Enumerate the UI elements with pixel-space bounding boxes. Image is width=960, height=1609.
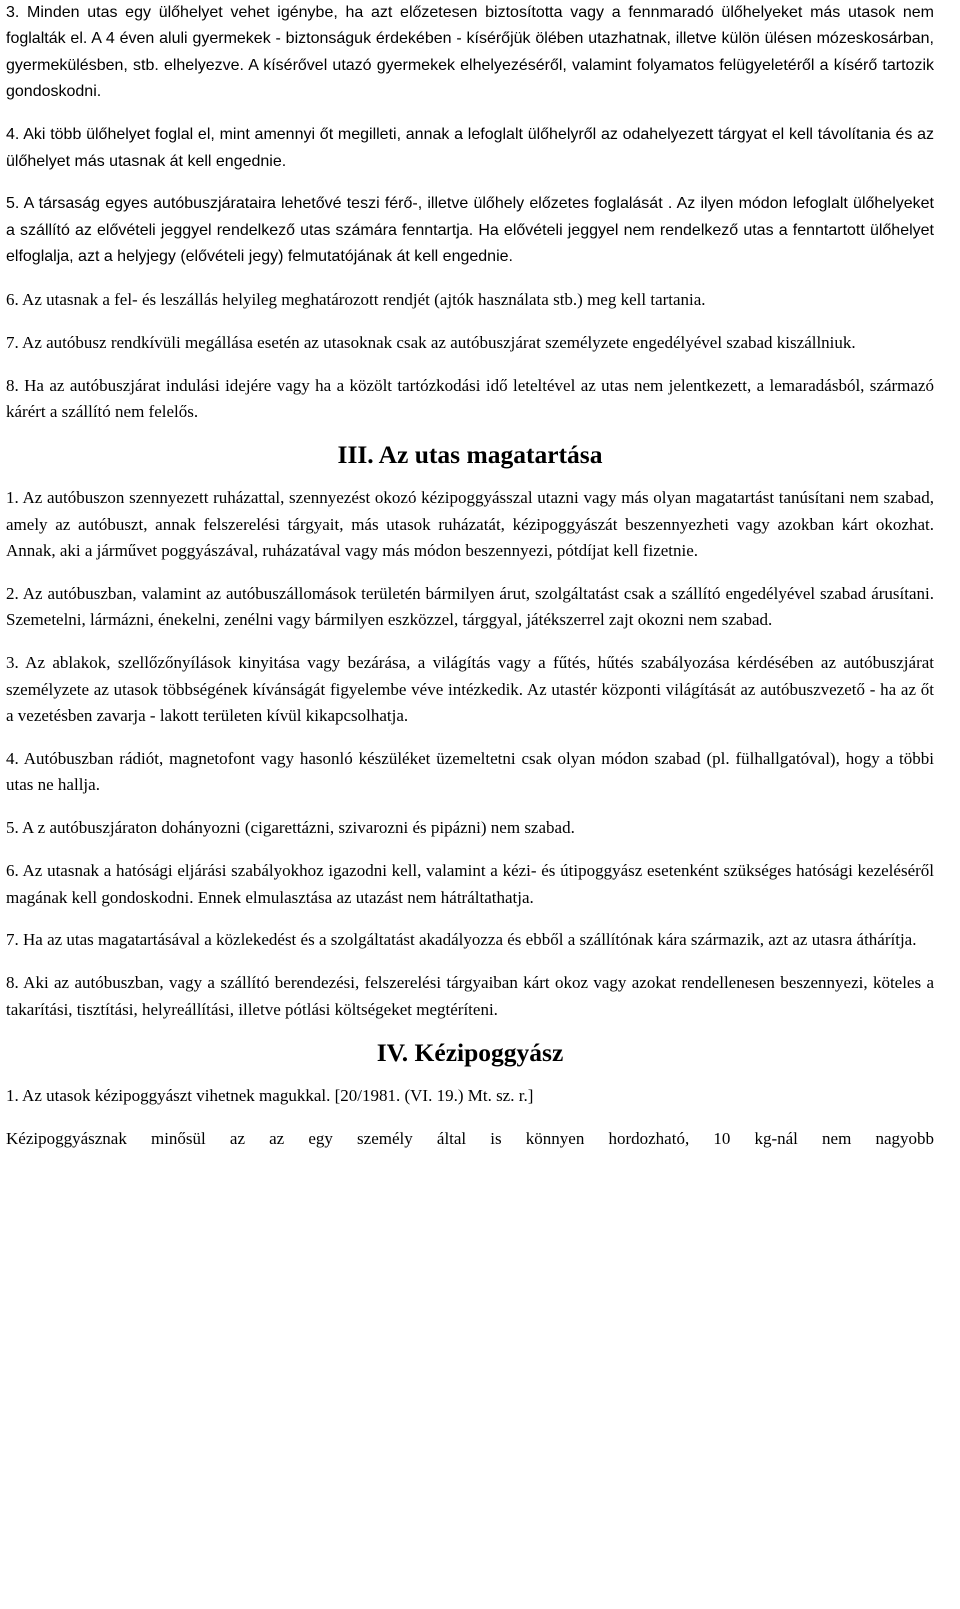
paragraph-iii-6: 6. Az utasnak a fel- és leszállás helyileg meghatározott rendjét (ajtók használata stb.) meg kell tartania. xyxy=(6,290,706,310)
paragraph-iii-5: 5. A társaság egyes autóbuszjárataira lehetővé teszi férő-, illetve ülőhely előzetes foglalását . Az ilyen módon lefoglalt ülőhelyeket a szállító az elővételi jeggyel rendelkező utas számára fenntartja. Ha elővételi jeggyel nem rendelkező utas a fenntartott ülőhelyet elfoglalja, azt a helyjegy (elővételi jegy) felmutatójának át kell engednie. xyxy=(6,195,934,266)
paragraph-iii-8: 8. Ha az autóbuszjárat indulási idejére vagy ha a közölt tartózkodási idő leteltével az utas nem jelentkezett, a lemaradásból, származó kárért a szállító nem felelős. xyxy=(6,375,934,422)
paragraph-iii-3: 3. Minden utas egy ülőhelyet vehet igénybe, ha azt előzetesen biztosította vagy a fennmaradó ülőhelyeket más utasok nem foglalták el. A 4 éven aluli gyermekek - biztonságuk érdekében - kísérőjük ölében utazhatnak, illetve külön ülésen mózeskosárban, gyermekülésben, stb. elhelyezve. A kísérővel utazó gyermekek elhelyezéséről, valamint folyamatos felügyeletéről a kísérő tartozik gondoskodni. xyxy=(6,4,934,101)
section-heading-iv: IV. Kézipoggyász xyxy=(376,1037,564,1067)
paragraph-iii-4: 4. Aki több ülőhelyet foglal el, mint amennyi őt megilleti, annak a lefoglalt ülőhelyről az odahelyezett tárgyat el kell távolítania és az ülőhelyet más utasnak át kell engednie. xyxy=(6,126,934,170)
paragraph-iii-7: 7. Az autóbusz rendkívüli megállása esetén az utasoknak csak az autóbuszjárat személyzete engedélyével szabad kiszállniuk. xyxy=(6,333,856,353)
document-page xyxy=(6,0,934,1152)
conduct-paragraph-1: 1. Az autóbuszon szennyezett ruházattal, szennyezést okozó kézipoggyásszal utazni vagy más olyan magatartást tanúsítani nem szabad, amely az autóbuszt, annak felszerelési tárgyait, más utasok ruházatát, kézipoggyászát beszennyezheti vagy azokban kárt okozhat. Annak, aki a járművet poggyászával, ruházatával vagy más módon beszennyezi, pótdíjat kell fizetnie. xyxy=(6,488,934,560)
conduct-paragraph-4: 4. Autóbuszban rádiót, magnetofont vagy hasonló készüléket üzemeltetni csak olyan módon szabad (pl. fülhallgatóval), hogy a többi utas ne hallja. xyxy=(6,748,934,795)
conduct-paragraph-5: 5. A z autóbuszjáraton dohányozni (cigarettázni, szivarozni és pipázni) nem szabad. xyxy=(6,818,575,838)
conduct-paragraph-7: 7. Ha az utas magatartásával a közlekedést és a szolgáltatást akadályozza és ebből a szállítónak kára származik, azt az utasra áthárítja. xyxy=(6,930,917,950)
luggage-paragraph-1: 1. Az utasok kézipoggyászt vihetnek magukkal. [20/1981. (VI. 19.) Mt. sz. r.] xyxy=(6,1085,534,1105)
section-heading-iii: III. Az utas magatartása xyxy=(337,440,603,470)
conduct-paragraph-8: 8. Aki az autóbuszban, vagy a szállító berendezési, felszerelési tárgyaiban kárt okoz vagy azokat rendellenesen beszennyezi, köteles a takarítási, tisztítási, helyreállítási, illetve pótlási költségeket megtéríteni. xyxy=(6,973,934,1019)
conduct-paragraph-3: 3. Az ablakok, szellőzőnyílások kinyitása vagy bezárása, a világítás vagy a fűtés, hűtés szabályozása kérdésében az autóbuszjárat személyzete az utasok többségének kívánságát figyelembe véve intézkedik. Az utastér központi világítását az autóbuszvezető - ha az őt a vezetésben zavarja - lakott területen kívül kikapcsolhatja. xyxy=(6,653,934,726)
conduct-paragraph-6: 6. Az utasnak a hatósági eljárási szabályokhoz igazodni kell, valamint a kézi- és útipoggyász esetenként szükséges hatósági kezeléséről magának kell gondoskodni. Ennek elmulasztása az utazást nem hátráltathatja. xyxy=(6,861,934,907)
conduct-paragraph-2: 2. Az autóbuszban, valamint az autóbuszállomások területén bármilyen árut, szolgáltatást csak a szállító engedélyével szabad árusítani. Szemetelni, lármázni, énekelni, zenélni vagy bármilyen eszközzel, tárggyal, játékszerrel zajt okozni nem szabad. xyxy=(6,583,934,630)
luggage-paragraph-2: Kézipoggyásznak minősül az az egy személy által is könnyen hordozható, 10 kg-nál nem nagyobb xyxy=(6,1128,934,1148)
